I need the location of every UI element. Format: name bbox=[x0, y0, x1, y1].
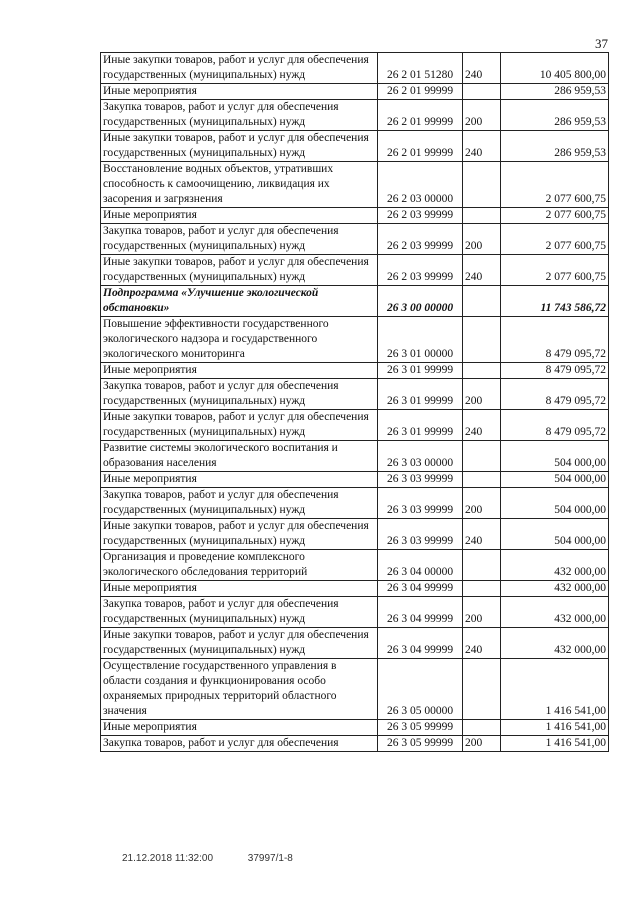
footer-timestamp: 21.12.2018 11:32:00 bbox=[122, 853, 214, 864]
row-expense-type-cell: 200 bbox=[463, 224, 501, 255]
row-code-cell: 26 3 00 00000 bbox=[378, 286, 463, 317]
row-amount-cell: 2 077 600,75 bbox=[501, 162, 609, 208]
row-expense-type-cell bbox=[463, 659, 501, 720]
row-name-cell: Закупка товаров, работ и услуг для обеспечения государственных (муниципальных) нужд bbox=[101, 379, 378, 410]
row-code-cell: 26 2 01 51280 bbox=[378, 53, 463, 84]
row-name-cell: Закупка товаров, работ и услуг для обеспечения государственных (муниципальных) нужд bbox=[101, 597, 378, 628]
row-expense-type-cell: 240 bbox=[463, 53, 501, 84]
row-name-cell: Восстановление водных объектов, утративших способность к самоочищению, ликвидация их засорения и загрязнения bbox=[101, 162, 378, 208]
row-code-cell: 26 3 04 00000 bbox=[378, 550, 463, 581]
row-name-cell: Иные мероприятия bbox=[101, 472, 378, 488]
row-amount-cell: 432 000,00 bbox=[501, 628, 609, 659]
row-amount-cell: 432 000,00 bbox=[501, 550, 609, 581]
row-code-cell: 26 3 01 99999 bbox=[378, 363, 463, 379]
footer bbox=[122, 853, 325, 864]
row-amount-cell: 1 416 541,00 bbox=[501, 720, 609, 736]
table-row bbox=[101, 597, 609, 628]
table-row bbox=[101, 363, 609, 379]
row-name-cell: Иные мероприятия bbox=[101, 581, 378, 597]
row-code-cell: 26 3 04 99999 bbox=[378, 581, 463, 597]
row-amount-cell: 8 479 095,72 bbox=[501, 317, 609, 363]
row-name-cell: Иные мероприятия bbox=[101, 363, 378, 379]
row-code-cell: 26 3 04 99999 bbox=[378, 597, 463, 628]
table-row bbox=[101, 208, 609, 224]
row-name-cell: Организация и проведение комплексного экологического обследования территорий bbox=[101, 550, 378, 581]
footer-doc-id: 37997/1-8 bbox=[247, 853, 293, 864]
row-expense-type-cell: 200 bbox=[463, 736, 501, 752]
table-row bbox=[101, 736, 609, 752]
row-expense-type-cell: 240 bbox=[463, 519, 501, 550]
row-name-cell: Закупка товаров, работ и услуг для обеспечения государственных (муниципальных) нужд bbox=[101, 224, 378, 255]
row-code-cell: 26 3 03 99999 bbox=[378, 472, 463, 488]
page-number: 37 bbox=[595, 36, 608, 51]
row-code-cell: 26 3 05 99999 bbox=[378, 736, 463, 752]
row-amount-cell: 1 416 541,00 bbox=[501, 736, 609, 752]
row-expense-type-cell: 240 bbox=[463, 410, 501, 441]
row-amount-cell: 8 479 095,72 bbox=[501, 363, 609, 379]
row-name-cell: Повышение эффективности государственного экологического надзора и государственного экологического мониторинга bbox=[101, 317, 378, 363]
row-code-cell: 26 3 03 00000 bbox=[378, 441, 463, 472]
row-code-cell: 26 2 03 99999 bbox=[378, 208, 463, 224]
row-name-cell: Иные закупки товаров, работ и услуг для обеспечения государственных (муниципальных) нужд bbox=[101, 131, 378, 162]
row-expense-type-cell: 240 bbox=[463, 628, 501, 659]
row-code-cell: 26 3 01 99999 bbox=[378, 379, 463, 410]
row-amount-cell: 504 000,00 bbox=[501, 441, 609, 472]
table-row bbox=[101, 379, 609, 410]
row-expense-type-cell bbox=[463, 441, 501, 472]
row-amount-cell: 504 000,00 bbox=[501, 488, 609, 519]
row-amount-cell: 286 959,53 bbox=[501, 131, 609, 162]
row-amount-cell: 11 743 586,72 bbox=[501, 286, 609, 317]
row-expense-type-cell bbox=[463, 720, 501, 736]
table-row bbox=[101, 84, 609, 100]
table-row bbox=[101, 519, 609, 550]
table-row bbox=[101, 472, 609, 488]
row-expense-type-cell bbox=[463, 84, 501, 100]
row-expense-type-cell bbox=[463, 162, 501, 208]
row-expense-type-cell bbox=[463, 208, 501, 224]
row-code-cell: 26 3 05 99999 bbox=[378, 720, 463, 736]
row-amount-cell: 432 000,00 bbox=[501, 581, 609, 597]
table-row bbox=[101, 317, 609, 363]
table-row bbox=[101, 550, 609, 581]
row-code-cell: 26 2 03 99999 bbox=[378, 255, 463, 286]
row-code-cell: 26 3 01 99999 bbox=[378, 410, 463, 441]
row-amount-cell: 2 077 600,75 bbox=[501, 224, 609, 255]
row-amount-cell: 504 000,00 bbox=[501, 472, 609, 488]
row-expense-type-cell bbox=[463, 550, 501, 581]
row-code-cell: 26 3 04 99999 bbox=[378, 628, 463, 659]
table-row bbox=[101, 286, 609, 317]
row-expense-type-cell: 200 bbox=[463, 597, 501, 628]
row-name-cell: Иные закупки товаров, работ и услуг для обеспечения государственных (муниципальных) нужд bbox=[101, 628, 378, 659]
row-name-cell: Осуществление государственного управления в области создания и функционирования особо охраняемых природных территорий областного значения bbox=[101, 659, 378, 720]
row-expense-type-cell: 200 bbox=[463, 100, 501, 131]
row-code-cell: 26 2 01 99999 bbox=[378, 100, 463, 131]
row-amount-cell: 10 405 800,00 bbox=[501, 53, 609, 84]
table-row bbox=[101, 410, 609, 441]
table-row bbox=[101, 488, 609, 519]
table-row bbox=[101, 255, 609, 286]
row-code-cell: 26 3 05 00000 bbox=[378, 659, 463, 720]
row-expense-type-cell: 240 bbox=[463, 131, 501, 162]
table-row bbox=[101, 441, 609, 472]
row-expense-type-cell: 240 bbox=[463, 255, 501, 286]
row-code-cell: 26 2 01 99999 bbox=[378, 131, 463, 162]
row-amount-cell: 2 077 600,75 bbox=[501, 208, 609, 224]
row-code-cell: 26 2 01 99999 bbox=[378, 84, 463, 100]
row-amount-cell: 8 479 095,72 bbox=[501, 379, 609, 410]
table-row bbox=[101, 224, 609, 255]
row-name-cell: Иные закупки товаров, работ и услуг для обеспечения государственных (муниципальных) нужд bbox=[101, 519, 378, 550]
row-amount-cell: 2 077 600,75 bbox=[501, 255, 609, 286]
row-expense-type-cell bbox=[463, 363, 501, 379]
row-expense-type-cell: 200 bbox=[463, 488, 501, 519]
row-code-cell: 26 3 03 99999 bbox=[378, 519, 463, 550]
row-expense-type-cell bbox=[463, 286, 501, 317]
table-row bbox=[101, 162, 609, 208]
row-expense-type-cell bbox=[463, 317, 501, 363]
row-name-cell: Иные мероприятия bbox=[101, 208, 378, 224]
row-amount-cell: 1 416 541,00 bbox=[501, 659, 609, 720]
row-amount-cell: 286 959,53 bbox=[501, 100, 609, 131]
budget-table-body bbox=[101, 53, 609, 752]
row-expense-type-cell bbox=[463, 581, 501, 597]
table-row bbox=[101, 581, 609, 597]
row-amount-cell: 286 959,53 bbox=[501, 84, 609, 100]
row-code-cell: 26 3 01 00000 bbox=[378, 317, 463, 363]
row-code-cell: 26 2 03 99999 bbox=[378, 224, 463, 255]
table-row bbox=[101, 131, 609, 162]
row-name-cell: Закупка товаров, работ и услуг для обеспечения государственных (муниципальных) нужд bbox=[101, 100, 378, 131]
row-name-cell: Иные мероприятия bbox=[101, 84, 378, 100]
row-code-cell: 26 3 03 99999 bbox=[378, 488, 463, 519]
row-name-cell: Иные закупки товаров, работ и услуг для обеспечения государственных (муниципальных) нужд bbox=[101, 410, 378, 441]
row-expense-type-cell: 200 bbox=[463, 379, 501, 410]
row-name-cell: Подпрограмма «Улучшение экологической обстановки» bbox=[101, 286, 378, 317]
row-name-cell: Иные закупки товаров, работ и услуг для обеспечения государственных (муниципальных) нужд bbox=[101, 53, 378, 84]
table-row bbox=[101, 53, 609, 84]
row-name-cell: Закупка товаров, работ и услуг для обеспечения государственных (муниципальных) нужд bbox=[101, 488, 378, 519]
table-row bbox=[101, 659, 609, 720]
table-row bbox=[101, 720, 609, 736]
table-row bbox=[101, 100, 609, 131]
row-amount-cell: 432 000,00 bbox=[501, 597, 609, 628]
row-name-cell: Иные мероприятия bbox=[101, 720, 378, 736]
row-name-cell: Развитие системы экологического воспитания и образования населения bbox=[101, 441, 378, 472]
row-expense-type-cell bbox=[463, 472, 501, 488]
row-amount-cell: 8 479 095,72 bbox=[501, 410, 609, 441]
row-code-cell: 26 2 03 00000 bbox=[378, 162, 463, 208]
row-name-cell: Закупка товаров, работ и услуг для обеспечения bbox=[101, 736, 378, 752]
budget-table bbox=[100, 52, 609, 752]
row-amount-cell: 504 000,00 bbox=[501, 519, 609, 550]
table-row bbox=[101, 628, 609, 659]
row-name-cell: Иные закупки товаров, работ и услуг для обеспечения государственных (муниципальных) нужд bbox=[101, 255, 378, 286]
